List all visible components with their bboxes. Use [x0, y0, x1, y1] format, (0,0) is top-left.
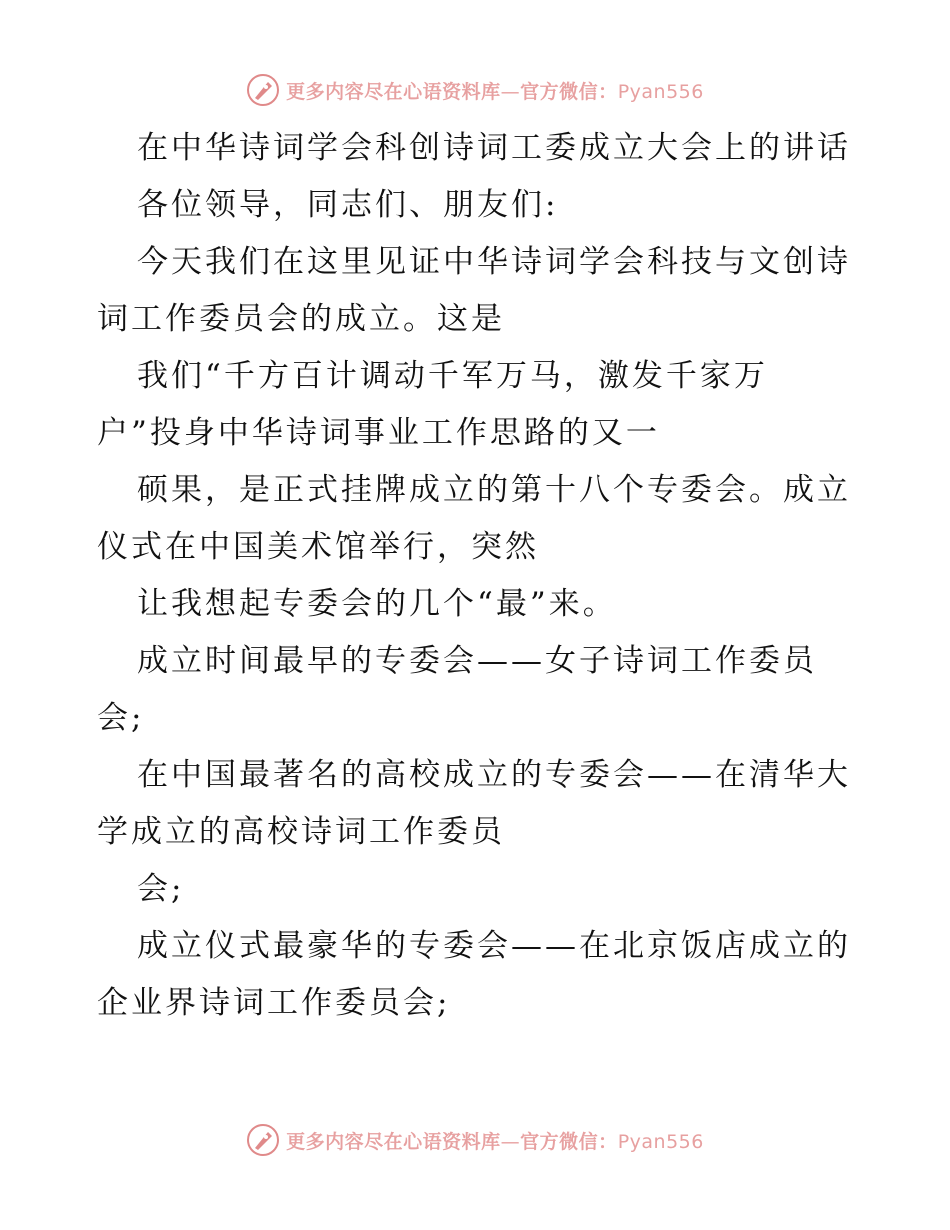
text-line: 硕果，是正式挂牌成立的第十八个专委会。成立	[137, 472, 851, 508]
text-line: 企业界诗词工作委员会;	[97, 985, 451, 1021]
text-line: 成立时间最早的专委会——女子诗词工作委员	[137, 643, 817, 679]
text-line: 成立仪式最豪华的专委会——在北京饭店成立的	[137, 928, 851, 964]
document-title: 在中华诗词学会科创诗词工委成立大会上的讲话	[137, 130, 851, 166]
document-body	[97, 120, 857, 1032]
text-line: 我们“千方百计调动千军万马，激发千家万	[137, 358, 768, 394]
text-line: 各位领导，同志们、朋友们:	[137, 187, 559, 223]
paragraph-lines	[97, 177, 857, 1032]
text-line: 在中国最著名的高校成立的专委会——在清华大	[137, 757, 851, 793]
text-line: 学成立的高校诗词工作委员	[97, 814, 505, 850]
text-line: 户”投身中华诗词事业工作思路的又一	[97, 415, 660, 451]
header-watermark	[0, 70, 950, 110]
text-line: 词工作委员会的成立。这是	[97, 301, 505, 337]
text-line: 仪式在中国美术馆举行，突然	[97, 529, 539, 565]
pen-nib-logo-icon	[246, 1123, 280, 1157]
footer-watermark	[0, 1120, 950, 1160]
watermark-text: 更多内容尽在心语资料库—官方微信：Pyan556	[286, 1130, 704, 1153]
text-line: 今天我们在这里见证中华诗词学会科技与文创诗	[137, 244, 851, 280]
watermark-text: 更多内容尽在心语资料库—官方微信：Pyan556	[286, 80, 704, 103]
text-line: 会;	[137, 871, 185, 907]
text-line: 让我想起专委会的几个“最”来。	[137, 586, 617, 622]
pen-nib-logo-icon	[246, 73, 280, 107]
text-line: 会;	[97, 700, 145, 736]
